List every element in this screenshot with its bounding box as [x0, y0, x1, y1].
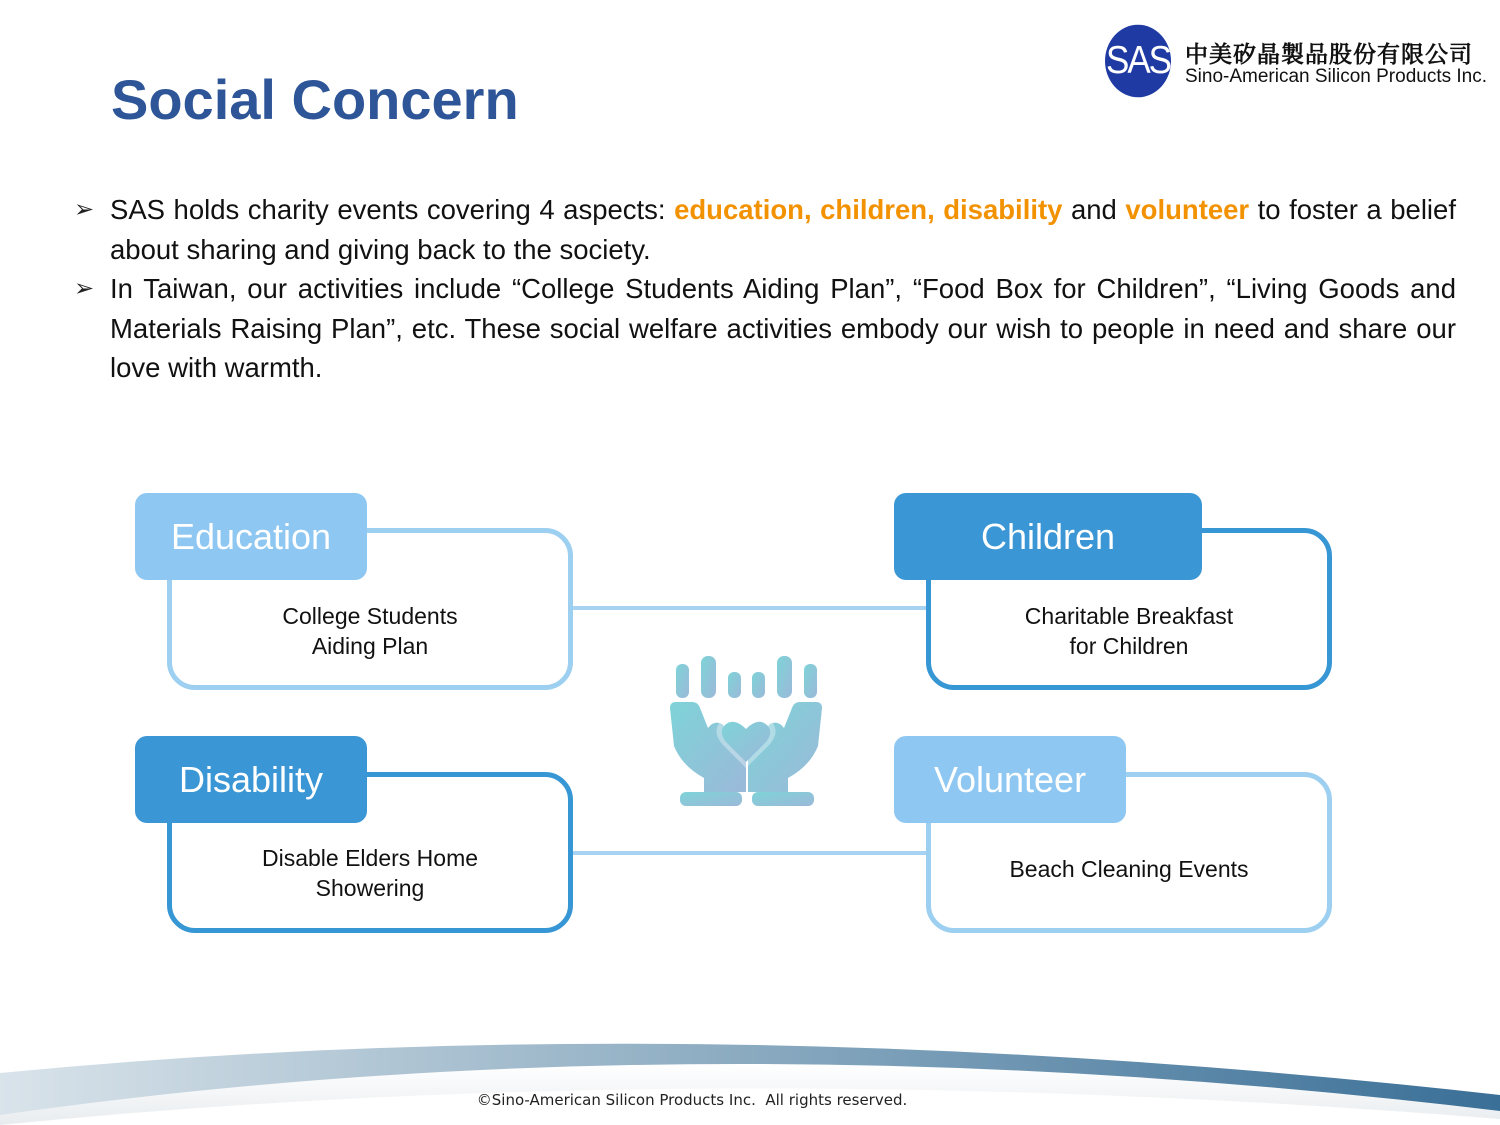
bullet-text: to foster a belief about sharing and giving back to the society.	[110, 194, 1456, 265]
bullet-text: SAS holds charity events covering 4 aspects:	[110, 194, 675, 225]
company-name-chinese: 中美矽晶製品股份有限公司	[1185, 42, 1473, 68]
bullet-list	[72, 190, 1456, 388]
disability-description: Disable Elders Home Showering	[261, 844, 479, 901]
education-tab: Education	[135, 493, 367, 580]
highlight-text: education, children, disability	[674, 194, 1063, 225]
slide-title: Social Concern	[111, 68, 519, 131]
bullet-text: In Taiwan, our activities include “College Students Aiding Plan”, “Food Box for Children”, “Living Goods and Materials Raising Plan”, etc. These social welfare activities embody our wish to people in need and share our love with warmth.	[110, 273, 1456, 383]
company-logo	[1105, 28, 1488, 96]
children-description: Charitable Breakfast for Children	[1024, 603, 1234, 659]
bullet-item	[72, 190, 1456, 269]
education-description: College Students Aiding Plan	[282, 603, 458, 659]
arrow-bullet-icon: ➢	[74, 275, 95, 302]
disability-tab: Disability	[135, 736, 367, 823]
connector-line-top	[572, 606, 928, 610]
volunteer-description: Beach Cleaning Events	[1009, 855, 1249, 882]
bullet-item	[72, 269, 1456, 388]
volunteer-tab: Volunteer	[894, 736, 1126, 823]
connector-line-bottom	[572, 851, 928, 855]
arrow-bullet-icon: ➢	[74, 196, 95, 223]
bullet-text: and	[1062, 194, 1126, 225]
hands-heart-icon	[664, 650, 828, 814]
company-name-english: Sino-American Silicon Products Inc.	[1185, 66, 1488, 87]
sas-logo-icon: SAS	[1105, 25, 1171, 98]
copyright-text: ©Sino-American Silicon Products Inc. All rights reserved.	[476, 1091, 908, 1109]
highlight-text: volunteer	[1125, 194, 1250, 225]
children-tab: Children	[894, 493, 1202, 580]
